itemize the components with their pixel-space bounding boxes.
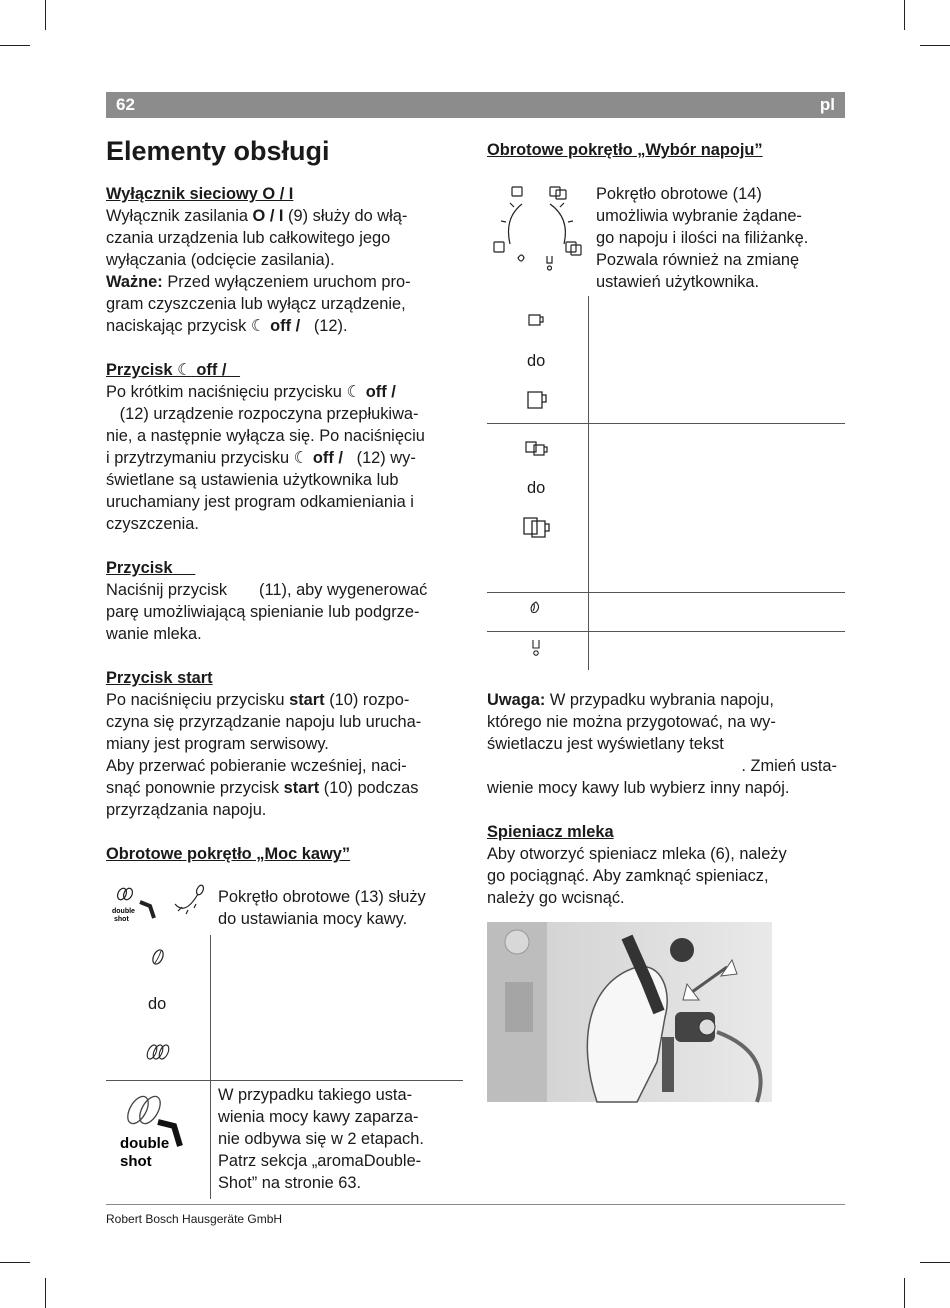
text-line: parę umożliwiającą spienianie lub podgrze- — [106, 603, 420, 621]
section-heading-off-button: Przycisk ☾ off / — [106, 361, 227, 379]
text-line: Ważne: Przed wyłączeniem uruchom pro- — [106, 273, 411, 291]
crop-mark — [45, 1278, 46, 1308]
text-line: Wyłącznik zasilania O / I (9) służy do włą- — [106, 207, 408, 225]
note-line: . Zmień usta- — [741, 757, 837, 775]
double-shot-icon — [118, 1090, 188, 1172]
crop-mark — [920, 45, 950, 46]
crop-mark — [904, 0, 905, 30]
text-line: wanie mleka. — [106, 625, 202, 643]
crop-mark — [0, 1262, 30, 1263]
section-heading-power-switch: Wyłącznik sieciowy O / I — [106, 185, 294, 203]
range-do-label: do — [527, 352, 546, 370]
milk-frother-photo — [487, 922, 772, 1102]
section-heading-drink-knob: Obrotowe pokrętło „Wybór napoju” — [487, 141, 763, 159]
hot-water-icon — [530, 638, 542, 660]
text-line: Aby przerwać pobieranie wcześniej, naci- — [106, 757, 407, 775]
double-shot-label: shot — [120, 1153, 152, 1170]
text-line: miany jest program serwisowy. — [106, 735, 329, 753]
footer-rule — [106, 1204, 845, 1205]
section-heading-steam-button: Przycisk — [106, 559, 173, 577]
page-header — [106, 92, 845, 118]
text-line: Po naciśnięciu przycisku start (10) rozpo- — [106, 691, 410, 709]
text-line: snąć ponownie przycisk start (10) podczas — [106, 779, 419, 797]
text-line: go pociągnąć. Aby zamknąć spieniacz, — [487, 867, 769, 885]
bean-strong-icon — [145, 1042, 171, 1062]
text-line: Naciśnij przycisk (11), aby wygenerować — [106, 581, 428, 599]
table-divider — [106, 1080, 463, 1081]
table-divider — [487, 423, 845, 424]
table-divider — [588, 296, 589, 670]
note-line: wienie mocy kawy lub wybierz inny napój. — [487, 779, 790, 797]
page-number: 62 — [116, 95, 135, 114]
section-heading-start-button: Przycisk start — [106, 669, 213, 687]
text-line: czyszczenia. — [106, 515, 199, 533]
note-line: którego nie można przygotować, na wy- — [487, 713, 776, 731]
text-line: czania urządzenia lub całkowitego jego — [106, 229, 391, 247]
large-cup-icon — [526, 390, 550, 412]
left-column — [106, 183, 466, 865]
crop-mark — [904, 1278, 905, 1308]
text-line: i przytrzymaniu przycisku ☾ off / (12) wy- — [106, 449, 416, 467]
footer-company: Robert Bosch Hausgeräte GmbH — [106, 1212, 283, 1226]
crop-mark — [920, 1262, 950, 1263]
double-shot-description: W przypadku takiego usta- wienia mocy kawy zaparza- nie odbywa się w 2 etapach. Patrz sekcja „aromaDouble- Shot” na stronie 63. — [218, 1086, 424, 1192]
text-line: Aby otworzyć spieniacz mleka (6), należy — [487, 845, 787, 863]
range-do-label: do — [527, 479, 546, 497]
bean-mild-icon — [150, 948, 166, 966]
strength-dial-icon — [110, 884, 210, 930]
drop-icon: ☾ — [177, 361, 192, 379]
table-divider — [487, 631, 845, 632]
text-line: należy go wcisnąć. — [487, 889, 625, 907]
text-line: Po krótkim naciśnięciu przycisku ☾ off / — [106, 383, 396, 401]
text-line: przyrządzania napoju. — [106, 801, 267, 819]
range-do-label: do — [148, 995, 167, 1013]
drink-selection-dial-icon — [490, 182, 586, 274]
small-cup-icon — [527, 313, 547, 329]
text-line: (12) urządzenie rozpoczyna przepłukiwa- — [119, 405, 419, 423]
crop-mark — [0, 45, 30, 46]
double-shot-label: double — [120, 1135, 170, 1152]
note-line: świetlaczu jest wyświetlany tekst — [487, 735, 724, 753]
right-column-heading — [487, 139, 847, 161]
language-code: pl — [819, 95, 835, 114]
text-line: wyłączania (odcięcie zasilania). — [106, 251, 335, 269]
text-line: uruchamiany jest program odkamieniania i — [106, 493, 414, 511]
drop-icon: ☾ — [293, 449, 309, 467]
crop-mark — [45, 0, 46, 30]
text-line: gram czyszczenia lub wyłącz urządzenie, — [106, 295, 406, 313]
table-divider — [487, 592, 845, 593]
text-line: świetlane są ustawienia użytkownika lub — [106, 471, 399, 489]
powder-drop-icon — [528, 600, 544, 616]
drop-icon: ☾ — [250, 317, 266, 335]
drink-knob-description: Pokrętło obrotowe (14) umożliwia wybranie żądane- go napoju i ilości na filiżankę. Pozwala również na zmianę ustawień użytkownika. — [596, 185, 809, 291]
note-line: Uwaga: W przypadku wybrania napoju, — [487, 691, 774, 709]
strength-knob-description: Pokrętło obrotowe (13) służy do ustawiania mocy kawy. — [218, 888, 426, 928]
section-heading-milk-frother: Spieniacz mleka — [487, 823, 614, 841]
double-shot-label: shot — [114, 916, 129, 923]
text-line: nie, a następnie wyłącza się. Po naciśnięciu — [106, 427, 425, 445]
text-line: naciskając przycisk ☾ off / (12). — [106, 317, 348, 335]
table-divider — [210, 935, 211, 1199]
double-shot-label: double — [112, 908, 135, 915]
page-title: Elementy obsługi — [106, 136, 330, 166]
text-line: czyna się przyrządzanie napoju lub urucha- — [106, 713, 422, 731]
two-small-cups-icon — [524, 440, 552, 458]
two-large-cups-icon — [522, 516, 552, 540]
right-column-text — [487, 689, 847, 909]
drop-icon: ☾ — [346, 383, 362, 401]
section-heading-strength-knob: Obrotowe pokrętło „Moc kawy” — [106, 845, 351, 863]
